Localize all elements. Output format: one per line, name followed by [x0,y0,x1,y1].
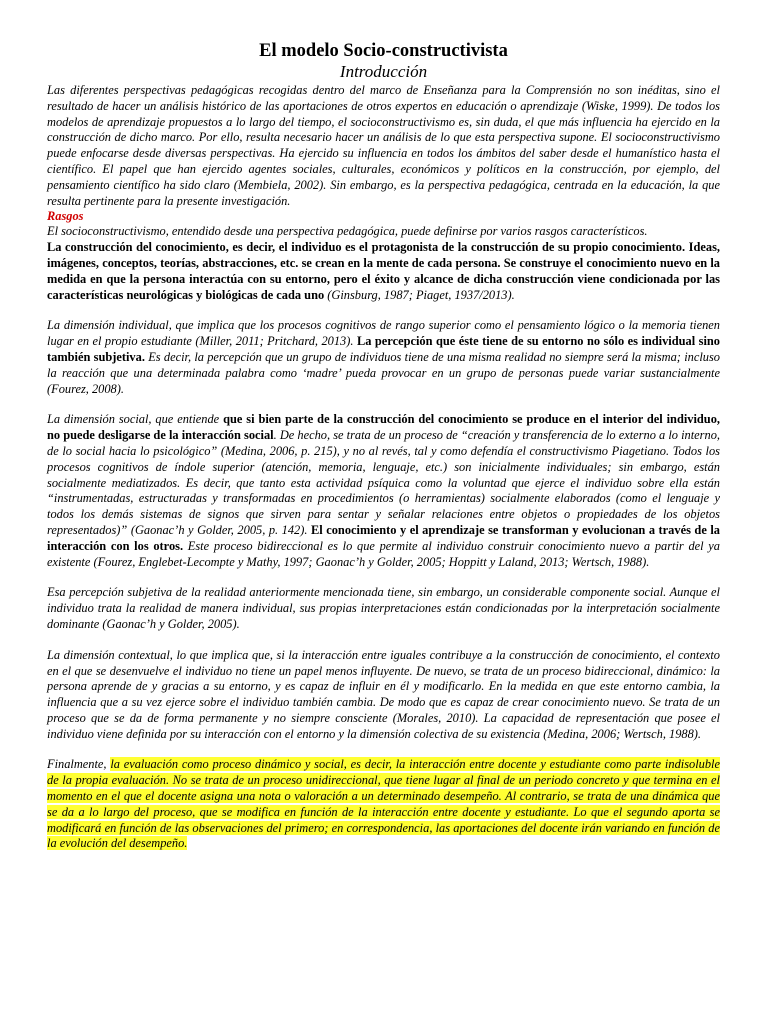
dim-individual-text-a: La dimensión individual, que implica que los procesos cognitivos de rango superior como el pensamiento lógico o la memoria tienen lugar en el propio estudiante (Miller, 2011; Pritchard, 2013). [47,318,720,349]
document-title: El modelo Socio-constructivista [259,41,508,61]
document-subtitle: Introducción [339,62,428,81]
paragraph-dimension-contextual: La dimensión contextual, lo que implica que, si la interacción entre iguales contribuye a la construcción de conocimiento, el contexto en el que se desenvuelve el individuo no tiene un papel menos influyente. De nuevo, se trata de un proceso bidireccional, dinámico: la persona aprende de y gracias a su entorno, y es capaz de influir en él y modificarlo. En la medida en que este entorno cambia, la influencia que a su vez ejerce sobre el individuo también cambia. De modo que es capaz de crear conocimiento nuevo. Se trata de un proceso que se da de forma permanente y no siempre consciente (Morales, 2010). La capacidad de representación que posee el individuo viene definida por su interacción con el entorno y la dimensión colectiva de su existencia (Medina, 2006; Wertsch, 1988). [47,647,720,741]
paragraph-construccion-bold: La construcción del conocimiento, es decir, el individuo es el protagonista de la construcción de su propio conocimiento. Ideas, imágenes, conceptos, teorías, abstracciones, etc. se crean en la mente de cada persona. Se construye el conocimiento nuevo en la medida en que la persona interactúa con su entorno, pero el éxito y alcance de dicha construcción viene condicionada por las características neurológicas y biológicas de cada uno [47,240,720,302]
section-heading-rasgos: Rasgos [47,209,84,224]
dim-social-text-a: La dimensión social, que entiende [47,412,224,427]
evaluacion-highlight: la evaluación como proceso dinámico y social, es decir, la interacción entre docente y estudiante como parte indisoluble de la propia evaluación. No se trata de un proceso unidireccional, que tiene lugar al final de un periodo concreto y que termina en el momento en el que el docente asigna una nota o valoración a un determinado desempeño. Al contrario, se trata de una dinámica que se da a lo largo del proceso, que se modifica en función de la interacción entre docente y estudiante. Lo que el segundo aporta se modificará en función de las observaciones del primero; en correspondencia, las aportaciones del docente irán variando en función de la evolución del desempeño. [47,757,720,851]
paragraph-construccion-citation: (Ginsburg, 1987; Piaget, 1937/2013). [324,287,515,302]
dim-social-text-b: . De hecho, se trata de un proceso de “creación y transferencia de lo externo a lo interno, de lo social hacia lo psicológico” (Medina, 2006, p. 215), y no al revés, tal y como defendía el constructivismo Piagetiano. Todos los procesos cognitivos de índole superior (atención, memoria, lenguaje, etc.) son inicialmente individuales; sin embargo, están socialmente mediatizados. Es decir, que tanto esta actividad psíquica como la voluntad que ejerce el individuo sobre ella están “instrumentadas, estructuradas y transformadas en procedimientos (o herramientas) socialmente elaborados (como el lenguaje y todos los demás sistemas de signos que sirven para sentar y señalar relaciones entre objetos o propiedades de los objetos representados)” (Gaonac’h y Golder, 2005, p. 142). [47,428,720,537]
rasgos-intro-paragraph: El socioconstructivismo, entendido desde una perspectiva pedagógica, puede definirse por varios rasgos característicos. [47,224,648,239]
dim-social-text-c: Este proceso bidireccional es lo que permite al individuo construir conocimiento nuevo a partir del ya existente (Fourez, Englebet-Lecompte y Mathy, 1997; Gaonac’h y Golder, 2005; Hoppitt y Laland, 2013; Wertsch, 1988). [47,538,720,569]
intro-paragraph: Las diferentes perspectivas pedagógicas recogidas dentro del marco de Enseñanza para la Comprensión no son inéditas, sino el resultado de hacer un análisis histórico de las aportaciones de otros expertos en educación o aprendizaje (Wiske, 1999). De todos los modelos de aprendizaje propuestos a lo largo del tiempo, el socioconstructivismo es, sin duda, el que más influencia ha ejercido en la construcción de dicho marco. Por ello, resulta necesario hacer un análisis de lo que esta perspectiva supone. El socioconstructivismo puede enfocarse desde diversas perspectivas. Ha ejercido su influencia en todos los ámbitos del saber desde el humanístico hasta el científico. El papel que han ejercido agentes sociales, culturales, económicos y políticos en la construcción, por ejemplo, del pensamiento científico ha sido claro (Membiela, 2002). Sin embargo, es la perspectiva pedagógica, centrada en la educación, la que resulta pertinente para la presente investigación. [47,83,720,208]
paragraph-construccion [47,240,720,303]
evaluacion-text-a: Finalmente, [47,757,111,772]
paragraph-dimension-individual [47,318,720,397]
dim-individual-bold: La percepción que éste tiene de su entorno no sólo es individual sino también subjetiva. [47,334,721,364]
paragraph-percepcion-subjetiva: Esa percepción subjetiva de la realidad anteriormente mencionada tiene, sin embargo, un considerable componente social. Aunque el individuo trata la realidad de manera individual, sus propias interpretaciones están condicionadas por la interpretación socialmente dominante (Gaonac’h y Golder, 2005). [47,585,720,631]
paragraph-evaluacion [47,757,720,852]
paragraph-dimension-social [47,412,720,570]
dim-individual-text-b: Es decir, la percepción que un grupo de individuos tiene de una misma realidad no siempre será la misma; incluso la reacción que una determinada palabra como ‘madre’ pueda provocar en un grupo de personas puede variar sustancialmente (Fourez, 2008). [47,349,720,396]
dim-social-bold-1: que si bien parte de la construcción del conocimiento se produce en el interior del individuo, no puede desligarse de la interacción social [47,412,720,443]
dim-social-bold-2: El conocimiento y el aprendizaje se transforman y evolucionan a través de la interacción con los otros. [47,522,720,553]
